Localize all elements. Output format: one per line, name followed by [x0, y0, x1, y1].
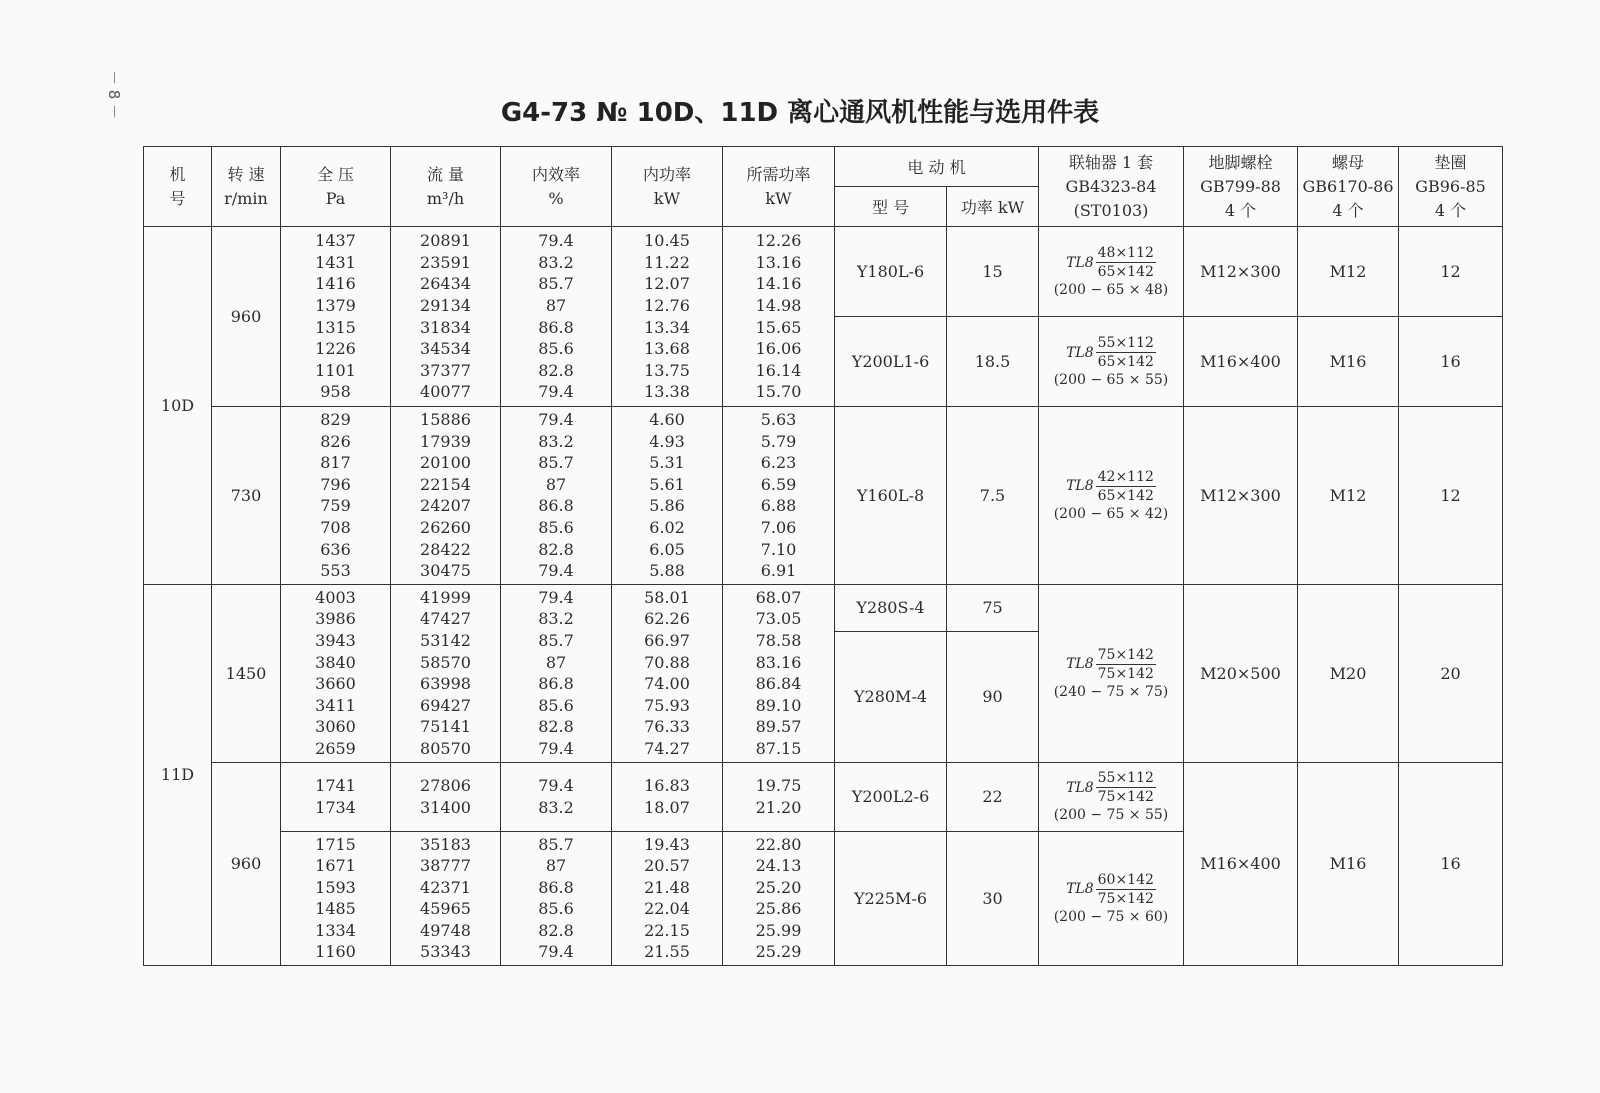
inner-power-cell [612, 762, 723, 831]
nut-cell: M16 [1298, 317, 1399, 407]
value-line: 5.86 [649, 496, 685, 516]
value-line: 41999 [420, 587, 471, 607]
coupling-spec: (200 − 65 × 42) [1053, 505, 1169, 522]
value-line: 85.7 [538, 834, 574, 854]
value-line: 1226 [315, 339, 356, 359]
value-line: 1416 [315, 274, 356, 294]
value-line: 4003 [315, 587, 356, 607]
value-line: 47427 [420, 609, 471, 629]
value-line: 21.55 [644, 942, 690, 962]
value-line: 45965 [420, 899, 471, 919]
value-line: 1437 [315, 231, 356, 251]
value-line: 6.88 [760, 496, 797, 516]
value-line: 27806 [420, 775, 471, 795]
flow-cell [391, 227, 501, 407]
speed-cell: 1450 [212, 584, 281, 762]
value-line: 89.10 [755, 695, 802, 715]
value-line: 75141 [420, 717, 471, 737]
value-line: 25.29 [755, 942, 802, 962]
value-line: 28422 [420, 539, 471, 559]
value-line: 6.23 [760, 453, 797, 473]
bolt-cell: M16×400 [1184, 762, 1298, 966]
value-line: 14.16 [755, 274, 802, 294]
value-line: 12.07 [644, 274, 690, 294]
value-line: 86.8 [538, 496, 574, 516]
value-line: 16.06 [755, 339, 802, 359]
efficiency-cell [501, 227, 612, 407]
value-line: 5.88 [649, 561, 685, 581]
value-line: 3060 [315, 717, 356, 737]
value-line: 19.75 [755, 775, 802, 795]
value-line: 82.8 [538, 360, 574, 380]
value-line: 1671 [315, 856, 356, 876]
motor-power-cell: 18.5 [947, 317, 1039, 407]
value-line: 6.91 [760, 561, 797, 581]
value-line: 25.99 [755, 920, 802, 940]
value-line: 6.02 [649, 517, 685, 537]
motor-power-cell: 22 [947, 762, 1039, 831]
value-line: 40077 [420, 382, 471, 402]
pressure-cell [281, 762, 391, 831]
value-line: 35183 [420, 834, 471, 854]
coupling-numerator: 55×112 [1097, 770, 1154, 786]
value-line: 25.86 [755, 899, 802, 919]
inner-power-cell [612, 831, 723, 966]
coupling-denominator: 75×142 [1097, 890, 1154, 907]
coupling-denominator: 75×142 [1097, 789, 1154, 805]
header-speed: 转 速 r/min [212, 147, 281, 227]
inner-power-cell [612, 584, 723, 762]
value-line: 21.20 [755, 797, 802, 817]
coupling-prefix: TL8 [1066, 478, 1094, 495]
header-coupling: 联轴器 1 套 GB4323-84 (ST0103) [1039, 147, 1184, 227]
value-line: 83.2 [538, 252, 574, 272]
value-line: 19.43 [644, 834, 690, 854]
value-line: 29134 [420, 295, 471, 315]
value-line: 30475 [420, 561, 471, 581]
value-line: 31834 [420, 317, 471, 337]
value-line: 70.88 [644, 652, 690, 672]
motor-power-cell: 75 [947, 584, 1039, 631]
value-line: 1485 [315, 899, 356, 919]
flow-cell [391, 584, 501, 762]
nut-cell: M12 [1298, 227, 1399, 317]
value-line: 74.27 [644, 738, 690, 758]
value-line: 7.06 [760, 517, 797, 537]
motor-power-cell: 30 [947, 831, 1039, 966]
coupling-denominator: 65×142 [1097, 487, 1154, 504]
value-line: 17939 [420, 431, 471, 451]
value-line: 5.79 [760, 431, 797, 451]
value-line: 553 [320, 561, 351, 581]
nut-cell: M16 [1298, 762, 1399, 966]
value-line: 15.70 [755, 382, 802, 402]
pressure-cell [281, 227, 391, 407]
motor-type-cell: Y280M-4 [835, 631, 947, 762]
washer-cell: 16 [1399, 317, 1503, 407]
value-line: 58.01 [644, 587, 690, 607]
value-line: 6.05 [649, 539, 685, 559]
efficiency-cell [501, 762, 612, 831]
value-line: 79.4 [538, 738, 574, 758]
value-line: 3660 [315, 674, 356, 694]
coupling-numerator: 42×112 [1097, 468, 1154, 485]
value-line: 25.20 [755, 877, 802, 897]
pressure-cell [281, 831, 391, 966]
bolt-cell: M20×500 [1184, 584, 1298, 762]
value-line: 85.7 [538, 453, 574, 473]
value-line: 42371 [420, 877, 471, 897]
value-line: 58570 [420, 652, 471, 672]
value-line: 3411 [315, 695, 356, 715]
value-line: 15.65 [755, 317, 802, 337]
value-line: 66.97 [644, 630, 690, 650]
value-line: 79.4 [538, 382, 574, 402]
inner-power-cell [612, 227, 723, 407]
value-line: 1160 [315, 942, 356, 962]
washer-cell: 12 [1399, 227, 1503, 317]
coupling-prefix: TL8 [1066, 344, 1094, 361]
washer-cell: 16 [1399, 762, 1503, 966]
value-line: 80570 [420, 738, 471, 758]
value-line: 24.13 [755, 856, 802, 876]
bolt-cell: M12×300 [1184, 227, 1298, 317]
value-line: 1431 [315, 252, 356, 272]
value-line: 87 [545, 856, 567, 876]
motor-type-cell: Y200L1-6 [835, 317, 947, 407]
value-line: 85.6 [538, 695, 574, 715]
header-required-power: 所需功率 kW [723, 147, 835, 227]
value-line: 1315 [315, 317, 356, 337]
coupling-denominator: 65×142 [1097, 354, 1154, 370]
value-line: 12.26 [755, 231, 802, 251]
value-line: 34534 [420, 339, 471, 359]
value-line: 63998 [420, 674, 471, 694]
value-line: 5.63 [760, 410, 797, 429]
coupling-spec: (200 − 75 × 55) [1053, 807, 1169, 823]
value-line: 22.04 [644, 899, 690, 919]
value-line: 79.4 [538, 587, 574, 607]
value-line: 83.2 [538, 797, 574, 817]
value-line: 1101 [315, 360, 356, 380]
value-line: 87 [545, 474, 567, 494]
value-line: 85.6 [538, 339, 574, 359]
value-line: 62.26 [644, 609, 690, 629]
header-washer: 垫圈 GB96-85 4 个 [1399, 147, 1503, 227]
motor-power-cell: 7.5 [947, 407, 1039, 585]
value-line: 1593 [315, 877, 356, 897]
value-line: 3943 [315, 630, 356, 650]
header-efficiency: 内效率 % [501, 147, 612, 227]
pressure-cell [281, 584, 391, 762]
value-line: 49748 [420, 920, 471, 940]
flow-cell [391, 407, 501, 585]
value-line: 829 [320, 410, 351, 429]
value-line: 826 [320, 431, 351, 451]
value-line: 636 [320, 539, 351, 559]
header-nut: 螺母 GB6170-86 4 个 [1298, 147, 1399, 227]
value-line: 78.58 [755, 630, 802, 650]
value-line: 16.83 [644, 775, 690, 795]
value-line: 85.7 [538, 630, 574, 650]
required-power-cell [723, 227, 835, 407]
value-line: 86.84 [755, 674, 802, 694]
coupling-numerator: 60×142 [1097, 871, 1154, 888]
flow-cell [391, 762, 501, 831]
value-line: 6.59 [760, 474, 797, 494]
motor-power-cell: 90 [947, 631, 1039, 762]
bolt-cell: M12×300 [1184, 407, 1298, 585]
value-line: 86.8 [538, 674, 574, 694]
value-line: 79.4 [538, 410, 574, 429]
efficiency-cell [501, 584, 612, 762]
coupling-denominator: 65×142 [1097, 264, 1154, 280]
coupling-numerator: 48×112 [1097, 245, 1154, 261]
value-line: 14.98 [755, 295, 802, 315]
value-line: 13.38 [644, 382, 690, 402]
value-line: 26260 [420, 517, 471, 537]
speed-cell: 960 [212, 762, 281, 966]
value-line: 15886 [420, 410, 471, 429]
value-line: 1734 [315, 797, 356, 817]
coupling-numerator: 55×112 [1097, 335, 1154, 351]
coupling-cell [1039, 831, 1184, 966]
value-line: 73.05 [755, 609, 802, 629]
value-line: 79.4 [538, 561, 574, 581]
value-line: 5.31 [649, 453, 685, 473]
value-line: 13.16 [755, 252, 802, 272]
value-line: 79.4 [538, 942, 574, 962]
header-inner-power: 内功率 kW [612, 147, 723, 227]
value-line: 10.45 [644, 231, 690, 251]
speed-cell: 730 [212, 407, 281, 585]
value-line: 69427 [420, 695, 471, 715]
motor-power-cell: 15 [947, 227, 1039, 317]
value-line: 708 [320, 517, 351, 537]
value-line: 20.57 [644, 856, 690, 876]
coupling-numerator: 75×142 [1097, 646, 1154, 663]
value-line: 85.6 [538, 899, 574, 919]
value-line: 796 [320, 474, 351, 494]
motor-type-cell: Y200L2-6 [835, 762, 947, 831]
page-number: － 8 － [105, 70, 123, 120]
header-motor: 电 动 机 [835, 147, 1039, 187]
washer-cell: 12 [1399, 407, 1503, 585]
value-line: 13.34 [644, 317, 690, 337]
coupling-prefix: TL8 [1066, 656, 1094, 673]
value-line: 22.15 [644, 920, 690, 940]
value-line: 3986 [315, 609, 356, 629]
value-line: 85.6 [538, 517, 574, 537]
required-power-cell [723, 762, 835, 831]
speed-cell: 960 [212, 227, 281, 407]
coupling-prefix: TL8 [1066, 881, 1094, 898]
coupling-cell [1039, 227, 1184, 317]
value-line: 79.4 [538, 231, 574, 251]
value-line: 5.61 [649, 474, 685, 494]
motor-type-cell: Y280S-4 [835, 584, 947, 631]
model-cell: 10D [144, 227, 212, 585]
value-line: 4.60 [649, 410, 685, 429]
value-line: 85.7 [538, 274, 574, 294]
value-line: 1379 [315, 295, 356, 315]
value-line: 817 [320, 453, 351, 473]
value-line: 13.68 [644, 339, 690, 359]
efficiency-cell [501, 407, 612, 585]
value-line: 20100 [420, 453, 471, 473]
value-line: 37377 [420, 360, 471, 380]
value-line: 83.2 [538, 431, 574, 451]
coupling-spec: (200 − 75 × 60) [1053, 908, 1169, 925]
coupling-spec: (200 − 65 × 55) [1053, 372, 1169, 388]
header-bolt: 地脚螺栓 GB799-88 4 个 [1184, 147, 1298, 227]
washer-cell: 20 [1399, 584, 1503, 762]
header-flow: 流 量 m³/h [391, 147, 501, 227]
header-model: 机 号 [144, 147, 212, 227]
motor-type-cell: Y180L-6 [835, 227, 947, 317]
value-line: 76.33 [644, 717, 690, 737]
coupling-cell [1039, 584, 1184, 762]
value-line: 82.8 [538, 717, 574, 737]
value-line: 1741 [315, 775, 356, 795]
flow-cell [391, 831, 501, 966]
value-line: 53343 [420, 942, 471, 962]
value-line: 23591 [420, 252, 471, 272]
value-line: 26434 [420, 274, 471, 294]
value-line: 82.8 [538, 920, 574, 940]
value-line: 83.16 [755, 652, 802, 672]
inner-power-cell [612, 407, 723, 585]
efficiency-cell [501, 831, 612, 966]
value-line: 958 [320, 382, 351, 402]
value-line: 89.57 [755, 717, 802, 737]
value-line: 1334 [315, 920, 356, 940]
value-line: 1715 [315, 834, 356, 854]
value-line: 22154 [420, 474, 471, 494]
required-power-cell [723, 831, 835, 966]
coupling-spec: (200 − 65 × 48) [1053, 282, 1169, 298]
value-line: 87 [545, 652, 567, 672]
pressure-cell [281, 407, 391, 585]
value-line: 20891 [420, 231, 471, 251]
value-line: 86.8 [538, 317, 574, 337]
value-line: 759 [320, 496, 351, 516]
nut-cell: M20 [1298, 584, 1399, 762]
page-title: G4-73 № 10D、11D 离心通风机性能与选用件表 [500, 98, 1100, 128]
value-line: 82.8 [538, 539, 574, 559]
performance-table [143, 146, 1503, 966]
motor-type-cell: Y225M-6 [835, 831, 947, 966]
header-motor-type: 型 号 [835, 187, 947, 227]
motor-type-cell: Y160L-8 [835, 407, 947, 585]
coupling-denominator: 75×142 [1097, 665, 1154, 682]
value-line: 53142 [420, 630, 471, 650]
value-line: 18.07 [644, 797, 690, 817]
value-line: 87.15 [755, 738, 802, 758]
value-line: 74.00 [644, 674, 690, 694]
value-line: 87 [545, 295, 567, 315]
nut-cell: M12 [1298, 407, 1399, 585]
value-line: 22.80 [755, 834, 802, 854]
value-line: 86.8 [538, 877, 574, 897]
value-line: 31400 [420, 797, 471, 817]
value-line: 21.48 [644, 877, 690, 897]
required-power-cell [723, 584, 835, 762]
value-line: 12.76 [644, 295, 690, 315]
value-line: 24207 [420, 496, 471, 516]
coupling-cell [1039, 407, 1184, 585]
coupling-cell [1039, 762, 1184, 831]
value-line: 83.2 [538, 609, 574, 629]
value-line: 2659 [315, 738, 356, 758]
value-line: 75.93 [644, 695, 690, 715]
coupling-spec: (240 − 75 × 75) [1053, 683, 1169, 700]
value-line: 4.93 [649, 431, 685, 451]
header-pressure: 全 压 Pa [281, 147, 391, 227]
required-power-cell [723, 407, 835, 585]
value-line: 68.07 [755, 587, 802, 607]
value-line: 16.14 [755, 360, 802, 380]
coupling-cell [1039, 317, 1184, 407]
value-line: 79.4 [538, 775, 574, 795]
header-motor-power: 功率 kW [947, 187, 1039, 227]
coupling-prefix: TL8 [1066, 779, 1094, 796]
value-line: 13.75 [644, 360, 690, 380]
value-line: 3840 [315, 652, 356, 672]
value-line: 11.22 [644, 252, 690, 272]
model-cell: 11D [144, 584, 212, 965]
value-line: 38777 [420, 856, 471, 876]
bolt-cell: M16×400 [1184, 317, 1298, 407]
value-line: 7.10 [760, 539, 797, 559]
coupling-prefix: TL8 [1066, 254, 1094, 271]
